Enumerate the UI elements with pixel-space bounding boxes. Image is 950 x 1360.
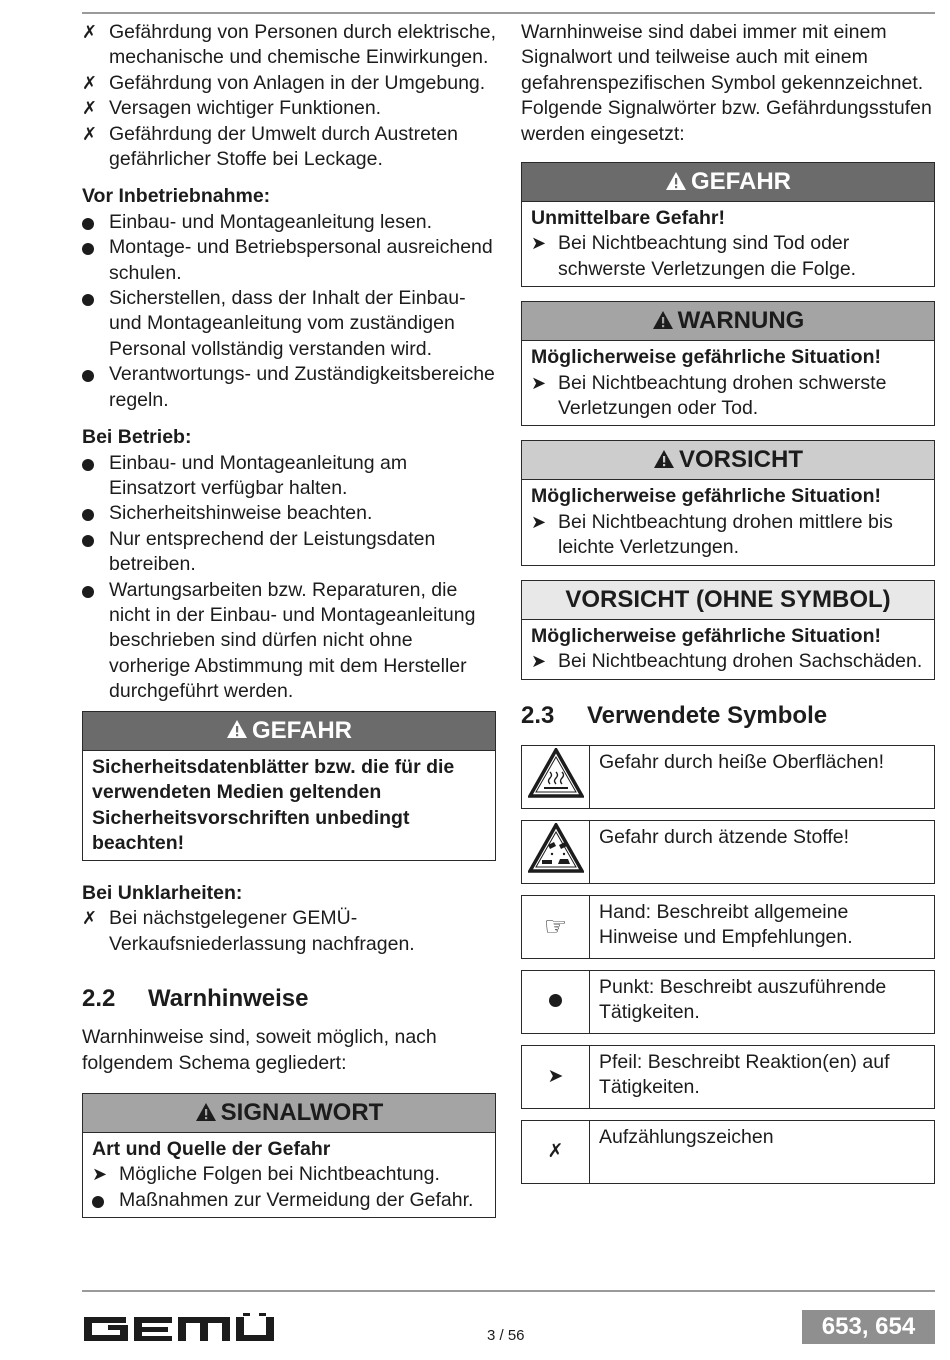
arrow-icon: ➤ <box>531 233 547 254</box>
danger-level-lead: Unmittelbare Gefahr! <box>531 207 725 230</box>
bullet-dot-icon <box>82 459 94 471</box>
ballot-x-icon: ✗ <box>522 1120 590 1183</box>
arrow-icon: ➤ <box>531 651 547 672</box>
left-column <box>82 20 496 1218</box>
section-heading-2-3: 2.3 Verwendete Symbole <box>521 701 828 729</box>
list-item: Maßnahmen zur Vermeidung der Gefahr. <box>92 1188 487 1213</box>
bullet-dot-icon <box>82 243 94 255</box>
before-commissioning-heading: Vor Inbetriebnahme: <box>82 185 271 208</box>
list-item: ➤ Bei Nichtbeachtung sind Tod oder schwerste Verletzungen die Folge. <box>531 232 857 280</box>
warning-triangle-icon <box>653 449 675 469</box>
list-item: Einbau- und Montageanleitung lesen. <box>82 210 496 235</box>
symbol-table-hot <box>521 745 935 809</box>
signalword-intro: Warnhinweise sind dabei immer mit einem Signalwort und teilweise auch mit einem gefahrenspezifischen Symbol gekennzeichnet. <box>521 21 924 94</box>
gemu-logo <box>82 1313 282 1348</box>
warning-triangle-icon <box>665 171 687 191</box>
schema-box-list <box>92 1162 487 1213</box>
bullet-dot-icon <box>522 970 590 1033</box>
danger-level-list <box>531 231 926 282</box>
schema-box-header: SIGNALWORT <box>83 1094 495 1133</box>
danger-box <box>82 711 496 861</box>
bullet-dot-icon <box>92 1196 104 1208</box>
notice-level-box <box>521 580 935 680</box>
symbol-description: Aufzählungszeichen <box>590 1120 935 1183</box>
bullet-dot-icon <box>82 218 94 230</box>
unclear-list <box>82 906 496 957</box>
warning-level-list <box>531 371 926 422</box>
list-item: ✗ Gefährdung der Umwelt durch Austreten gefährlicher Stoffe bei Leckage. <box>82 122 459 171</box>
list-item: ➤ Bei Nichtbeachtung drohen schwerste Verletzungen oder Tod. <box>531 371 887 420</box>
gemu-logo-mark <box>82 1313 282 1343</box>
list-item: ✗ Bei nächstgelegener GEMÜ-Verkaufsniederlassung nachfragen. <box>82 907 415 955</box>
product-number-box: 653, 654 <box>802 1310 935 1344</box>
signalword-intro-2: Folgende Signalwörter bzw. Gefährdungsstufen werden eingesetzt: <box>521 97 932 145</box>
list-item: ➤ Bei Nichtbeachtung drohen mittlere bis leichte Verletzungen. <box>531 510 893 559</box>
list-item: Einbau- und Montageanleitung am Einsatzort verfügbar halten. <box>82 451 496 502</box>
list-item: ✗ Versagen wichtiger Funktionen. <box>82 96 496 121</box>
page-number: 3 / 56 <box>487 1327 525 1344</box>
ballot-x-icon: ✗ <box>82 22 98 42</box>
list-item: Wartungsarbeiten bzw. Reparaturen, die nicht in der Einbau- und Montageanleitung beschrieben sind dürfen nicht ohne vorherige Abstimmung mit dem Hersteller durchgeführt werden. <box>82 578 496 705</box>
caution-level-lead: Möglicherweise gefährliche Situation! <box>531 485 881 508</box>
notice-level-list <box>531 649 926 674</box>
operation-heading: Bei Betrieb: <box>82 426 192 449</box>
danger-box-text: Sicherheitsdatenblätter bzw. die für die verwendeten Medien geltenden Sicherheitsvorschriften unbedingt beachten! <box>92 755 455 855</box>
bullet-dot-icon <box>82 294 94 306</box>
footer-rule <box>82 1290 935 1292</box>
arrow-icon: ➤ <box>92 1164 108 1185</box>
corrosive-warning-icon <box>522 820 590 883</box>
ballot-x-icon: ✗ <box>82 123 98 144</box>
bullet-dot-icon <box>82 509 94 521</box>
arrow-icon: ➤ <box>531 511 547 532</box>
caution-level-body <box>522 480 934 564</box>
warning-level-header: WARNUNG <box>522 302 934 341</box>
notice-level-body <box>522 620 934 679</box>
ballot-x-icon: ✗ <box>82 908 98 929</box>
warning-level-lead: Möglicherweise gefährliche Situation! <box>531 346 881 369</box>
before-commissioning-list <box>82 210 496 413</box>
warning-level-box <box>521 301 935 426</box>
warning-triangle-icon <box>652 310 674 330</box>
list-item: ➤ Bei Nichtbeachtung drohen Sachschäden. <box>531 649 926 674</box>
symbol-description: Pfeil: Beschreibt Reaktion(en) auf Tätigkeiten. <box>590 1045 935 1108</box>
danger-level-body <box>522 202 934 286</box>
notice-level-lead: Möglicherweise gefährliche Situation! <box>531 624 881 647</box>
unclear-heading: Bei Unklarheiten: <box>82 881 243 904</box>
list-item: ✗ Gefährdung von Anlagen in der Umgebung. <box>82 71 496 96</box>
symbol-table-arrow <box>521 1045 935 1109</box>
list-item: Montage- und Betriebspersonal ausreichend schulen. <box>82 235 496 286</box>
symbol-description: Punkt: Beschreibt auszuführende Tätigkeiten. <box>590 970 935 1033</box>
signalword-schema-box <box>82 1093 496 1218</box>
list-item: ➤ Mögliche Folgen bei Nichtbeachtung. <box>92 1162 487 1187</box>
section-heading-2-2: 2.2 Warnhinweise <box>82 985 309 1013</box>
pointing-hand-icon: ☞ <box>522 895 590 958</box>
top-rule <box>82 12 935 14</box>
bullet-dot-icon <box>82 370 94 382</box>
list-item: Sicherheitshinweise beachten. <box>82 501 496 526</box>
caution-level-header: VORSICHT <box>522 441 934 480</box>
ballot-x-icon: ✗ <box>82 72 98 93</box>
bullet-dot-icon <box>82 535 94 547</box>
danger-box-header: GEFAHR <box>83 712 495 751</box>
section-intro: Warnhinweise sind, soweit möglich, nach folgendem Schema gegliedert: <box>82 1026 437 1074</box>
symbol-description: Gefahr durch ätzende Stoffe! <box>590 820 935 883</box>
danger-level-header: GEFAHR <box>522 163 934 202</box>
list-item: Nur entsprechend der Leistungsdaten betreiben. <box>82 527 496 578</box>
schema-box-lead: Art und Quelle der Gefahr <box>92 1137 331 1160</box>
warning-triangle-icon <box>226 719 248 739</box>
arrow-icon: ➤ <box>522 1045 590 1108</box>
symbol-table-x <box>521 1120 935 1184</box>
right-column <box>521 20 935 1195</box>
ballot-x-icon: ✗ <box>82 98 98 119</box>
warning-triangle-icon <box>195 1102 217 1122</box>
symbol-description: Hand: Beschreibt allgemeine Hinweise und Empfehlungen. <box>590 895 935 958</box>
caution-level-box <box>521 440 935 565</box>
symbol-description: Gefahr durch heiße Oberflächen! <box>590 745 935 808</box>
danger-level-box <box>521 162 935 287</box>
schema-box-body <box>83 1133 495 1217</box>
arrow-icon: ➤ <box>531 372 547 393</box>
operation-list <box>82 451 496 705</box>
list-item: ✗ Gefährdung von Personen durch elektrische, mechanische und chemische Einwirkungen. <box>82 21 496 69</box>
hot-surface-warning-icon <box>522 745 590 808</box>
list-item: Verantwortungs- und Zuständigkeitsbereiche regeln. <box>82 362 496 413</box>
hazard-list <box>82 20 496 172</box>
caution-level-list <box>531 510 926 561</box>
warning-level-body <box>522 341 934 425</box>
symbol-table-hand <box>521 895 935 959</box>
bullet-dot-icon <box>82 586 94 598</box>
list-item: Sicherstellen, dass der Inhalt der Einbau- und Montageanleitung vom zuständigen Personal vollständig verstanden wird. <box>82 286 496 362</box>
notice-level-header: VORSICHT (OHNE SYMBOL) <box>522 581 934 620</box>
symbol-table-corrosive <box>521 820 935 884</box>
symbol-table-dot <box>521 970 935 1034</box>
